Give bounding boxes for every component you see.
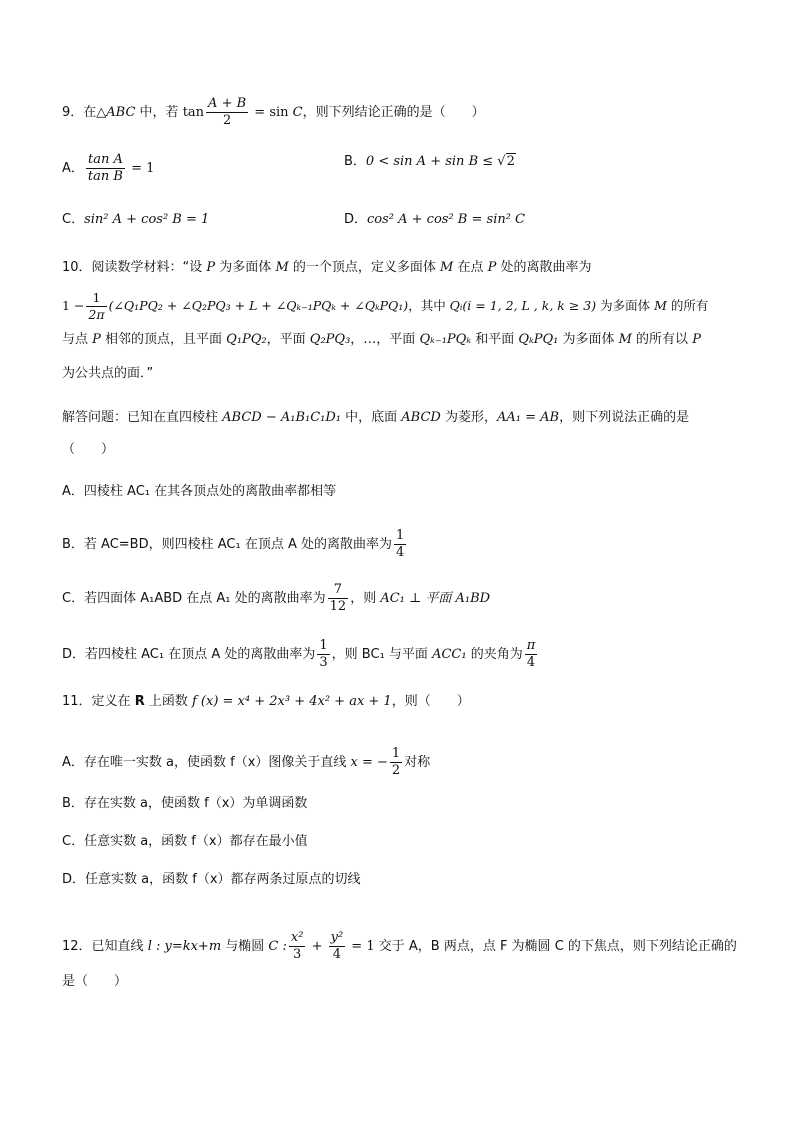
q12-b: 与椭圆 xyxy=(221,939,269,954)
q10-p-4: P xyxy=(692,332,701,347)
q10-question xyxy=(62,408,689,428)
q10-line-2 xyxy=(62,290,708,323)
q10-optd-fden: 4 xyxy=(526,655,536,670)
q10-l2b: ，其中 xyxy=(408,298,450,313)
q11-optc: C．任意实数 a，函数 f（x）都存在最小值 xyxy=(62,834,308,849)
q12-line-2 xyxy=(62,972,127,992)
q9-opta-num: tan A xyxy=(86,152,125,169)
q10-frac-num: 1 xyxy=(86,290,106,307)
q9-option-c xyxy=(62,210,209,230)
q10-ask-b: 中，底面 xyxy=(341,410,402,425)
q10-l3f: 为多面体 xyxy=(558,332,619,347)
q11-option-c xyxy=(62,832,308,852)
q12-c: 交于 A，B 两点，点 F 为椭圆 C 的下焦点，则下列结论正确的 xyxy=(374,939,737,954)
q10-l3b: 相邻的顶点，且平面 xyxy=(100,332,227,347)
q10-l1c: 的一个顶点，定义多面体 xyxy=(288,260,441,275)
q12-fy-den: 4 xyxy=(332,947,342,962)
q9-frac-den: 2 xyxy=(222,113,232,128)
q11-stem xyxy=(62,692,470,712)
q9-optb-label: B． xyxy=(344,154,366,169)
q10-l3e: 和平面 xyxy=(471,332,519,347)
q10-optd-fnum: π xyxy=(526,638,536,653)
q10-l1e: 处的离散曲率为 xyxy=(496,260,592,275)
q10-qi: Qᵢ(i = 1, 2, L , k, k ≥ 3) xyxy=(449,298,597,313)
q10-option-a xyxy=(62,482,336,502)
q10-optd-plane: ACC₁ xyxy=(432,647,467,662)
q12-fx-den: 3 xyxy=(293,947,302,962)
q10-m-2: M xyxy=(440,260,454,275)
q9-opta-rhs: = 1 xyxy=(126,161,155,176)
q10-prism: ABCD − A₁B₁C₁D₁ xyxy=(222,410,342,425)
q10-l1d: 在点 xyxy=(453,260,488,275)
q10-l3g: 的所有以 xyxy=(631,332,693,347)
q9-optd-expr: cos² A + cos² B = sin² C xyxy=(367,212,526,227)
q10-l3d: ，…，平面 xyxy=(350,332,420,347)
q12-fx-num: x² xyxy=(290,930,304,945)
q9-eq: = sin xyxy=(250,105,293,120)
q10-expr: (∠Q₁PQ₂ + ∠Q₂PQ₃ + L + ∠Qₖ₋₁PQₖ + ∠QₖPQ₁) xyxy=(108,298,409,313)
q10-m-3: M xyxy=(654,298,667,313)
q10-optc-b: ，则 xyxy=(350,591,381,606)
q10-m: M xyxy=(275,260,289,275)
q11-opta-x: x = − xyxy=(350,755,388,770)
q10-optb-frac xyxy=(394,528,406,561)
q11-option-b xyxy=(62,794,307,814)
q10-line-4 xyxy=(62,364,153,384)
q11-opta-frac xyxy=(390,746,402,779)
q10-line-1 xyxy=(62,258,591,278)
q10-optb-den: 4 xyxy=(396,545,405,560)
q10-plane-3: Qₖ₋₁PQₖ xyxy=(419,332,472,347)
q11-function: f (x) = x⁴ + 2x³ + 4x² + ax + 1 xyxy=(191,694,392,709)
q11-stem-c: ，则（ ） xyxy=(391,694,470,709)
q11-stem-b: 上函数 xyxy=(144,694,192,709)
q10-optc-den: 12 xyxy=(329,599,347,614)
q9-suffix: ，则下列结论正确的是（ ） xyxy=(302,105,485,120)
q10-optd-frac xyxy=(317,638,329,671)
q10-l1a: 10．阅读数学材料：“设 xyxy=(62,260,207,275)
q11-option-a xyxy=(62,746,430,779)
q10-ask-eq: AA₁ = AB xyxy=(496,410,560,425)
q10-optc-frac xyxy=(328,582,349,615)
q12-stem xyxy=(62,930,737,963)
q10-p: P xyxy=(206,260,216,275)
q12-line: l : y=kx+m xyxy=(147,939,222,954)
q10-p-3: P xyxy=(92,332,101,347)
q9-opta-frac xyxy=(86,152,125,185)
q10-p-2: P xyxy=(487,260,497,275)
q11-opta-a: A．存在唯一实数 a，使函数 f（x）图像关于直线 xyxy=(62,755,351,770)
q10-plane-1: Q₁PQ₂ xyxy=(226,332,267,347)
q9-frac-num: A + B xyxy=(208,96,247,111)
q11-opta-num: 1 xyxy=(391,746,401,761)
q10-l4: 为公共点的面．” xyxy=(62,366,154,381)
q12-fy-num: y² xyxy=(330,930,344,945)
q10-ask-a: 解答问题：已知在直四棱柱 xyxy=(62,410,223,425)
q9-triangle: ABC xyxy=(106,105,136,120)
q9-optb-sqrt: 2 xyxy=(506,154,515,169)
q11-r: R xyxy=(134,694,145,709)
q12-ellipse: C : xyxy=(268,939,287,954)
q9-optc-label: C． xyxy=(62,212,85,227)
q9-option-d xyxy=(344,210,525,230)
q10-optd-b: ，则 BC₁ 与平面 xyxy=(331,647,433,662)
q10-m-4: M xyxy=(618,332,632,347)
q10-l1b: 为多面体 xyxy=(215,260,276,275)
q10-optd-angle-frac xyxy=(525,638,538,671)
q11-stem-a: 11．定义在 xyxy=(62,694,135,709)
q12-plus: + xyxy=(307,939,327,954)
q10-option-b xyxy=(62,528,408,561)
q9-middle: 中，若 xyxy=(135,105,183,120)
q10-frac-den: 2π xyxy=(88,307,105,322)
q11-option-d xyxy=(62,870,361,890)
q9-opta-label: A． xyxy=(62,161,84,176)
q10-one: 1 − xyxy=(62,298,85,313)
q12-d: 是（ ） xyxy=(62,974,128,989)
q10-plane-4: QₖPQ₁ xyxy=(518,332,559,347)
q10-frac xyxy=(86,290,106,323)
q9-prefix: 9．在△ xyxy=(62,105,107,120)
q10-paren xyxy=(62,440,114,460)
q10-optb-a: B．若 AC=BD，则四棱柱 AC₁ 在顶点 A 处的离散曲率为 xyxy=(62,537,392,552)
q9-option-b: B．0 < sin A + sin B ≤ √2 xyxy=(344,154,515,169)
q10-optc-num: 7 xyxy=(328,582,349,599)
q10-ask-c: 为菱形， xyxy=(440,410,497,425)
q9-fraction xyxy=(206,96,248,129)
q11-optb: B．存在实数 a，使函数 f（x）为单调函数 xyxy=(62,796,308,811)
q12-a: 12．已知直线 xyxy=(62,939,148,954)
q10-l2d: 的所有 xyxy=(666,298,709,313)
q10-line-3 xyxy=(62,330,701,350)
q9-option-a xyxy=(62,152,154,185)
q9-optc-expr: sin² A + cos² B = 1 xyxy=(84,212,210,227)
q9-optd-label: D． xyxy=(344,212,368,227)
q10-optd-c: 的夹角为 xyxy=(466,647,523,662)
q10-l3a: 与点 xyxy=(62,332,93,347)
q9-stem xyxy=(62,96,485,129)
q10-option-d xyxy=(62,638,539,671)
q11-optd: D．任意实数 a，函数 f（x）都存两条过原点的切线 xyxy=(62,872,361,887)
q10-optc-a: C．若四面体 A₁ABD 在点 A₁ 处的离散曲率为 xyxy=(62,591,326,606)
q10-abcd: ABCD xyxy=(401,410,441,425)
q9-tan: tan xyxy=(182,105,205,120)
q10-l2c: 为多面体 xyxy=(596,298,655,313)
q10-ask-d: ，则下列说法正确的是 xyxy=(559,410,690,425)
q12-frac-x xyxy=(289,930,306,963)
q11-opta-den: 2 xyxy=(391,763,401,778)
q10-l3c: ，平面 xyxy=(266,332,310,347)
q10-optd-num: 1 xyxy=(319,638,328,653)
q10-opta: A．四棱柱 AC₁ 在其各顶点处的离散曲率都相等 xyxy=(62,484,337,499)
q10-plane-2: Q₂PQ₃ xyxy=(309,332,351,347)
q11-opta-b: 对称 xyxy=(404,755,431,770)
q9-optb-expr: 0 < sin A + sin B ≤ xyxy=(365,154,498,169)
q9-c: C xyxy=(292,105,303,120)
q10-optb-num: 1 xyxy=(396,528,405,543)
q10-optd-den: 3 xyxy=(319,655,328,670)
q10-optc-expr: AC₁ ⊥ 平面 A₁BD xyxy=(380,591,491,606)
q10-option-c xyxy=(62,582,490,615)
q9-opta-den: tan B xyxy=(87,169,123,184)
q10-paren-text: （ ） xyxy=(62,442,115,457)
q10-optd-a: D．若四棱柱 AC₁ 在顶点 A 处的离散曲率为 xyxy=(62,647,316,662)
q12-frac-y xyxy=(329,930,346,963)
q12-eq: = 1 xyxy=(347,939,375,954)
